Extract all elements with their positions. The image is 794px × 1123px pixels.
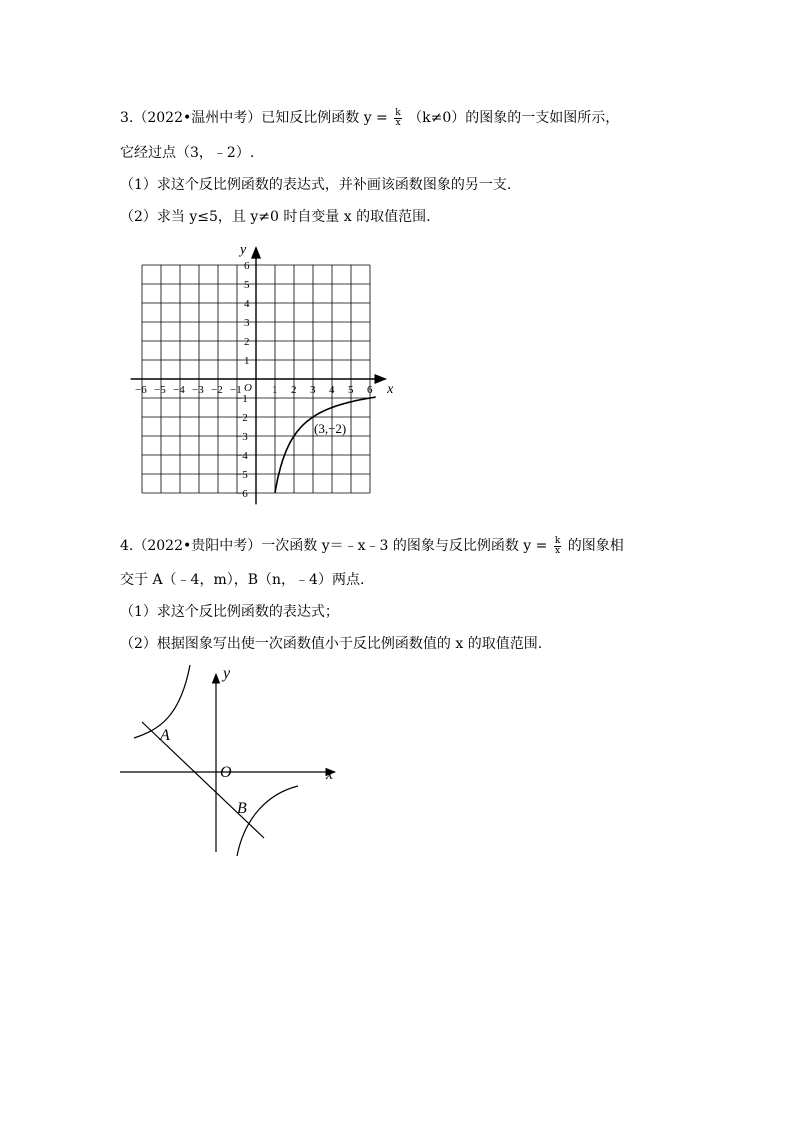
- q3-x-tick-label: −2: [211, 384, 223, 396]
- q3-part2: （2）求当 y≤5，且 y≠0 时自变量 x 的取值范围.: [120, 209, 431, 225]
- q3-y-tick-label: 5: [244, 279, 250, 291]
- q4-stem-line2: 交于 A（﹣4，m），B（n，﹣4）两点.: [120, 572, 365, 588]
- q3-x-tick-label: 3: [310, 384, 316, 396]
- q4-x-axis-label: x: [326, 766, 334, 783]
- q3-y-tick-label: −2: [236, 412, 248, 424]
- q4-frac-den: x: [555, 545, 561, 556]
- q3-x-arrow: [375, 375, 385, 383]
- q3-x-tick-label: 2: [291, 384, 297, 396]
- q3-fraction: [394, 109, 401, 128]
- q4-suffix: 的图象相: [567, 538, 624, 554]
- q4-y-axis-label: y: [223, 665, 231, 682]
- q4-fraction: [554, 537, 561, 556]
- q3-origin-label: O: [244, 382, 252, 394]
- q3-frac-den: x: [395, 117, 401, 128]
- q3-x-tick-label: −6: [135, 384, 147, 396]
- q3-axes: [131, 248, 386, 505]
- q3-point-label: (3,−2): [314, 421, 347, 436]
- q4-graph: [120, 660, 350, 865]
- q3-hyperbola-branch: [275, 397, 376, 493]
- q3-x-tick-label: 4: [329, 384, 335, 396]
- q4-prefix: 4.（2022•贵阳中考）一次函数 y＝﹣x﹣3 的图象与反比例函数 y =: [120, 538, 548, 554]
- q3-x-tick-label: 1: [272, 384, 278, 396]
- q3-x-tick-label: 6: [367, 384, 373, 396]
- q3-y-tick-label: −1: [236, 393, 248, 405]
- q4-part1: （1）求这个反比例函数的表达式；: [120, 604, 339, 620]
- q3-y-tick-label: 6: [244, 260, 250, 272]
- q3-y-tick-label: 3: [244, 317, 250, 329]
- q3-frac-num: k: [395, 107, 401, 118]
- q3-x-tick-label: 5: [348, 384, 354, 396]
- q4-origin-label: O: [220, 764, 232, 781]
- q3-stem-line1: [120, 108, 619, 128]
- q3-y-tick-label: −6: [236, 488, 248, 500]
- q3-suffix: （k≠0）的图象的一支如图所示，: [408, 110, 620, 126]
- q3-x-tick-label: −3: [192, 384, 204, 396]
- q3-y-tick-label: −3: [236, 431, 248, 443]
- q3-y-tick-label: −5: [236, 469, 248, 481]
- q3-stem-line2: 它经过点（3，﹣2）.: [120, 145, 255, 161]
- q3-x-tick-label: −4: [173, 384, 185, 396]
- q3-y-arrow: [252, 248, 260, 258]
- q3-x-tick-label: −1: [230, 384, 242, 396]
- q3-prefix: 3.（2022•温州中考）已知反比例函数 y =: [120, 110, 388, 126]
- q3-tick-labels: [135, 260, 373, 500]
- q3-y-tick-label: 4: [244, 298, 250, 310]
- q4-part2: （2）根据图象写出使一次函数值小于反比例函数值的 x 的取值范围.: [120, 636, 543, 652]
- q4-point-a-label: A: [160, 727, 170, 744]
- q3-part1: （1）求这个反比例函数的表达式，并补画该函数图象的另一支.: [120, 177, 512, 193]
- q3-graph: [120, 238, 400, 518]
- q4-frac-num: k: [554, 535, 561, 546]
- q3-y-tick-label: −4: [236, 450, 248, 462]
- q4-point-b-label: B: [237, 800, 247, 817]
- q3-y-axis-label: y: [240, 242, 247, 258]
- q3-x-axis-label: x: [387, 382, 394, 397]
- q3-y-tick-label: 1: [244, 355, 250, 367]
- q4-stem-line1: [120, 536, 624, 556]
- q3-x-tick-label: −5: [154, 384, 166, 396]
- q3-y-tick-label: 2: [244, 336, 250, 348]
